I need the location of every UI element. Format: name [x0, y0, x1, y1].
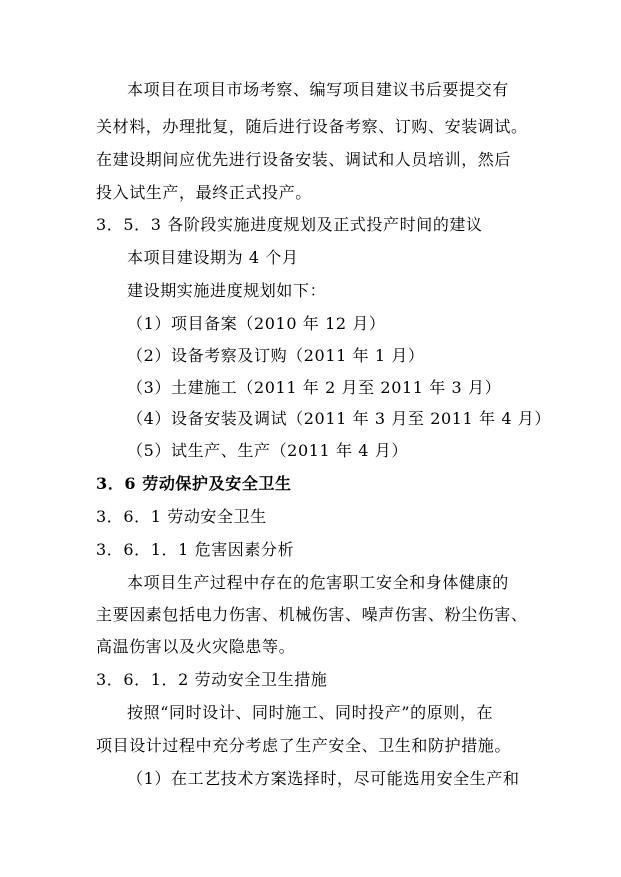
paragraph-line: 项目设计过程中充分考虑了生产安全、卫生和防护措施。: [96, 736, 512, 755]
paragraph-line: 本项目在项目市场考察、编写项目建议书后要提交有: [127, 80, 509, 99]
subsection-heading: 3．6．1．2 劳动安全卫生措施: [96, 670, 328, 689]
schedule-item: （1）项目备案（2010 年 12 月）: [127, 314, 386, 333]
schedule-item: （4）设备安装及调试（2011 年 3 月至 2011 年 4 月）: [127, 409, 551, 428]
construction-period: 本项目建设期为 4 个月: [127, 248, 299, 267]
paragraph-line: 关材料，办理批复，随后进行设备考察、订购、安装调试。: [96, 117, 528, 136]
schedule-item: （5）试生产、生产（2011 年 4 月）: [127, 441, 408, 460]
subsection-heading: 3．6．1．1 危害因素分析: [96, 540, 295, 559]
paragraph-line: 投入试生产，最终正式投产。: [96, 183, 312, 202]
schedule-item: （3）土建施工（2011 年 2 月至 2011 年 3 月）: [127, 378, 502, 397]
chapter-heading: 3．6 劳动保护及安全卫生: [96, 474, 292, 493]
schedule-item: （2）设备考察及订购（2011 年 1 月）: [127, 346, 425, 365]
paragraph-line: 本项目生产过程中存在的危害职工安全和身体健康的: [127, 573, 509, 592]
section-heading: 3．5．3 各阶段实施进度规划及正式投产时间的建议: [96, 215, 483, 234]
paragraph-line: 按照“同时设计、同时施工、同时投产”的原则，在: [127, 703, 494, 722]
measure-item: （1）在工艺技术方案选择时，尽可能选用安全生产和: [127, 769, 520, 788]
paragraph-line: 主要因素包括电力伤害、机械伤害、噪声伤害、粉尘伤害、: [96, 605, 528, 624]
paragraph-line: 高温伤害以及火灾隐患等。: [96, 637, 296, 656]
schedule-intro: 建设期实施进度规划如下：: [127, 281, 327, 300]
section-heading: 3．6．1 劳动安全卫生: [96, 507, 267, 526]
paragraph-line: 在建设期间应优先进行设备安装、调试和人员培训，然后: [96, 150, 512, 169]
